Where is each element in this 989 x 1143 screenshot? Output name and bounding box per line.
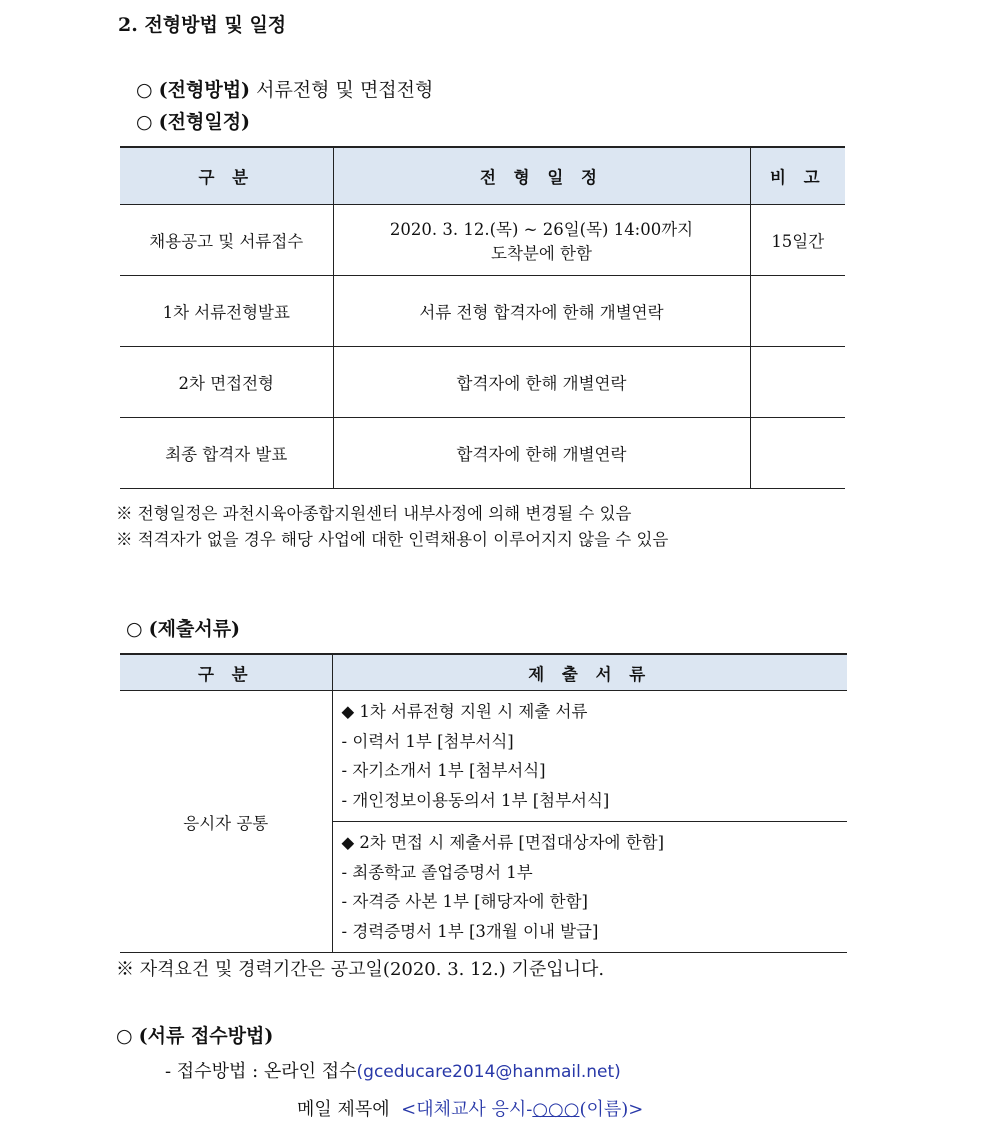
header-category: 구 분	[120, 147, 333, 205]
method-label: (전형방법)	[158, 79, 251, 101]
schedule-table	[120, 146, 845, 489]
section-title: 2. 전형방법 및 일정	[118, 14, 287, 36]
schedule-note-1: ※ 전형일정은 과천시육아종합지원센터 내부사정에 의해 변경될 수 있음	[116, 504, 632, 523]
row-note	[750, 276, 845, 347]
table-row	[120, 347, 845, 418]
documents-table	[120, 653, 847, 953]
header-category: 구 분	[120, 654, 332, 691]
row-category: 2차 면접전형	[120, 347, 333, 418]
row-category: 최종 합격자 발표	[120, 418, 333, 489]
documents-group-1	[332, 691, 847, 822]
schedule-label: (전형일정)	[158, 111, 251, 133]
subject-close: (이름)>	[579, 1099, 644, 1120]
subject-open: <대체교사 응시-	[401, 1099, 533, 1120]
subject-line	[297, 1095, 643, 1121]
documents-group-2	[332, 822, 847, 953]
circle-bullet-icon: ○	[136, 111, 153, 133]
table-row	[120, 205, 845, 276]
subject-label: 메일 제목에	[297, 1099, 390, 1120]
row-category: 채용공고 및 서류접수	[120, 205, 333, 276]
header-note: 비 고	[750, 147, 845, 205]
table-row	[120, 691, 847, 822]
schedule-note-2: ※ 적격자가 없을 경우 해당 사업에 대한 인력채용이 이루어지지 않을 수 있음	[116, 530, 669, 549]
submission-method-text: - 접수방법 : 온라인 접수	[165, 1061, 357, 1082]
method-text: 서류전형 및 면접전형	[256, 79, 434, 101]
circle-bullet-icon: ○	[126, 618, 143, 640]
list-item: - 개인정보이용동의서 1부 [첨부서식]	[341, 790, 610, 810]
table-header-row	[120, 654, 847, 691]
row-schedule: 서류 전형 합격자에 한해 개별연락	[333, 276, 750, 347]
email-link[interactable]: (gceducare2014@hanmail.net)	[356, 1062, 621, 1082]
table-row	[120, 276, 845, 347]
schedule-label-line	[136, 107, 250, 134]
submission-method-line	[165, 1057, 621, 1083]
list-item: - 경력증명서 1부 [3개월 이내 발급]	[341, 921, 599, 941]
row-schedule: 합격자에 한해 개별연락	[333, 347, 750, 418]
list-item: ◆ 2차 면접 시 제출서류 [면접대상자에 한함]	[341, 833, 665, 852]
schedule-line-2: 도착분에 한함	[491, 244, 592, 263]
row-note	[750, 347, 845, 418]
list-item: - 자기소개서 1부 [첨부서식]	[341, 761, 546, 780]
method-line	[136, 75, 433, 102]
documents-label-line	[126, 614, 240, 641]
circle-bullet-icon: ○	[136, 79, 153, 101]
circle-bullet-icon: ○	[116, 1025, 133, 1047]
submission-label-line	[116, 1021, 273, 1048]
list-item: - 최종학교 졸업증명서 1부	[341, 862, 533, 882]
header-documents: 제 출 서 류	[332, 654, 847, 691]
documents-label: (제출서류)	[148, 618, 241, 640]
row-note: 15일간	[750, 205, 845, 276]
table-header-row	[120, 147, 845, 205]
schedule-line-1: 2020. 3. 12.(목) ~ 26일(목) 14:00까지	[389, 220, 694, 239]
row-schedule: 합격자에 한해 개별연락	[333, 418, 750, 489]
list-item: - 이력서 1부 [첨부서식]	[341, 731, 514, 751]
row-category: 응시자 공통	[120, 691, 332, 953]
header-schedule: 전 형 일 정	[333, 147, 750, 205]
submission-label: (서류 접수방법)	[138, 1025, 274, 1047]
list-item: ◆ 1차 서류전형 지원 시 제출 서류	[341, 702, 588, 721]
row-note	[750, 418, 845, 489]
documents-note: ※ 자격요건 및 경력기간은 공고일(2020. 3. 12.) 기준입니다.	[116, 959, 605, 980]
subject-name: ○○○	[532, 1099, 580, 1120]
row-category: 1차 서류전형발표	[120, 276, 333, 347]
row-schedule	[333, 205, 750, 276]
list-item: - 자격증 사본 1부 [해당자에 한함]	[341, 892, 588, 911]
table-row	[120, 418, 845, 489]
